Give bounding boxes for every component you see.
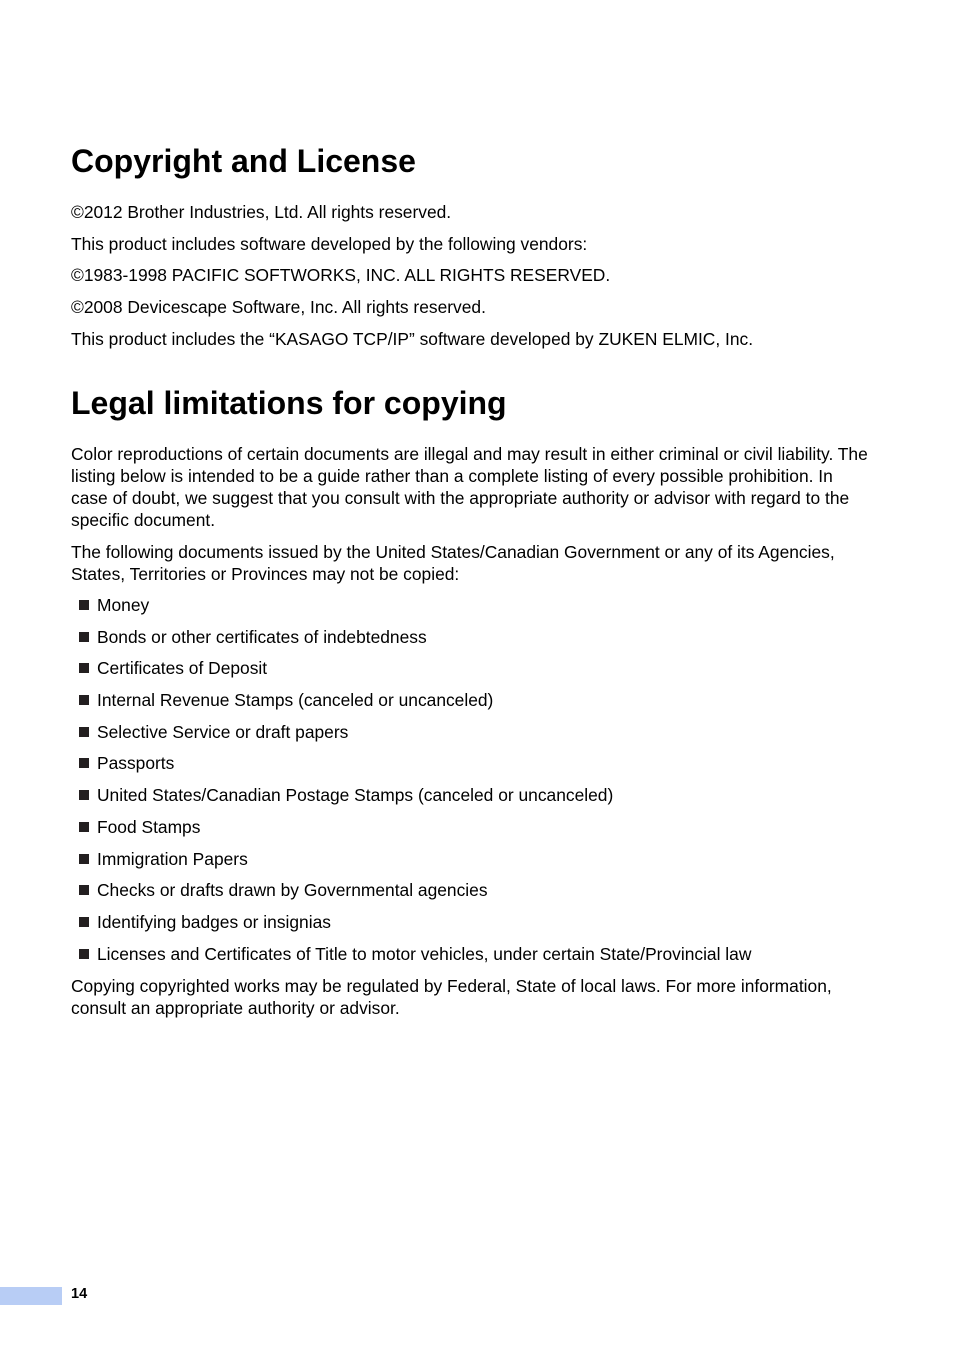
square-bullet-icon <box>79 727 89 737</box>
heading-copyright-and-license: Copyright and License <box>71 143 416 179</box>
square-bullet-icon <box>79 600 89 610</box>
list-item <box>79 911 751 943</box>
documents-intro-paragraph: The following documents issued by the United States/Canadian Government or any of its Agencies, States, Territories or Provinces may not be copied: <box>71 542 835 584</box>
list-item-label: Identifying badges or insignias <box>97 911 331 932</box>
legal-intro-paragraph: Color reproductions of certain documents are illegal and may result in either criminal or civil liability. The listing below is intended to be a guide rather than a complete listing of every possible prohibition. In case of doubt, we suggest that you consult with the appropriate authority or advisor with regard to the specific document. <box>71 444 868 530</box>
kasago-notice: This product includes the “KASAGO TCP/IP” software developed by ZUKEN ELMIC, Inc. <box>71 329 754 349</box>
square-bullet-icon <box>79 885 89 895</box>
copyright-line-pacific-softworks: ©1983-1998 PACIFIC SOFTWORKS, INC. ALL RIGHTS RESERVED. <box>71 265 611 285</box>
heading-legal-limitations: Legal limitations for copying <box>71 385 507 421</box>
list-item <box>79 594 751 626</box>
list-item <box>79 784 751 816</box>
square-bullet-icon <box>79 854 89 864</box>
square-bullet-icon <box>79 822 89 832</box>
square-bullet-icon <box>79 663 89 673</box>
list-item-label: Immigration Papers <box>97 848 248 869</box>
list-item <box>79 752 751 784</box>
list-item <box>79 879 751 911</box>
square-bullet-icon <box>79 790 89 800</box>
square-bullet-icon <box>79 917 89 927</box>
list-item-label: Licenses and Certificates of Title to motor vehicles, under certain State/Provincial law <box>97 943 752 964</box>
list-item-label: Internal Revenue Stamps (canceled or uncanceled) <box>97 690 494 711</box>
square-bullet-icon <box>79 695 89 705</box>
list-item-label: Food Stamps <box>97 816 201 837</box>
prohibited-documents-list <box>79 594 751 974</box>
list-item <box>79 848 751 880</box>
list-item <box>79 689 751 721</box>
list-item <box>79 721 751 753</box>
list-item <box>79 657 751 689</box>
list-item-label: Checks or drafts drawn by Governmental agencies <box>97 880 488 901</box>
list-item-label: United States/Canadian Postage Stamps (canceled or uncanceled) <box>97 785 614 806</box>
list-item-label: Money <box>97 595 150 615</box>
square-bullet-icon <box>79 758 89 768</box>
closing-paragraph: Copying copyrighted works may be regulated by Federal, State of local laws. For more information, consult an appropriate authority or advisor. <box>71 976 832 1018</box>
copyright-line-devicescape: ©2008 Devicescape Software, Inc. All rights reserved. <box>71 297 486 317</box>
list-item-label: Certificates of Deposit <box>97 658 268 679</box>
page-number: 14 <box>71 1286 88 1302</box>
square-bullet-icon <box>79 632 89 642</box>
vendors-intro: This product includes software developed by the following vendors: <box>71 234 588 254</box>
list-item-label: Bonds or other certificates of indebtedness <box>97 626 427 647</box>
copyright-line-brother: ©2012 Brother Industries, Ltd. All rights reserved. <box>71 202 452 222</box>
list-item-label: Selective Service or draft papers <box>97 721 349 742</box>
footer-accent-bar <box>0 1287 62 1305</box>
list-item <box>79 816 751 848</box>
list-item-label: Passports <box>97 753 175 774</box>
square-bullet-icon <box>79 949 89 959</box>
list-item <box>79 943 751 975</box>
list-item <box>79 626 751 658</box>
